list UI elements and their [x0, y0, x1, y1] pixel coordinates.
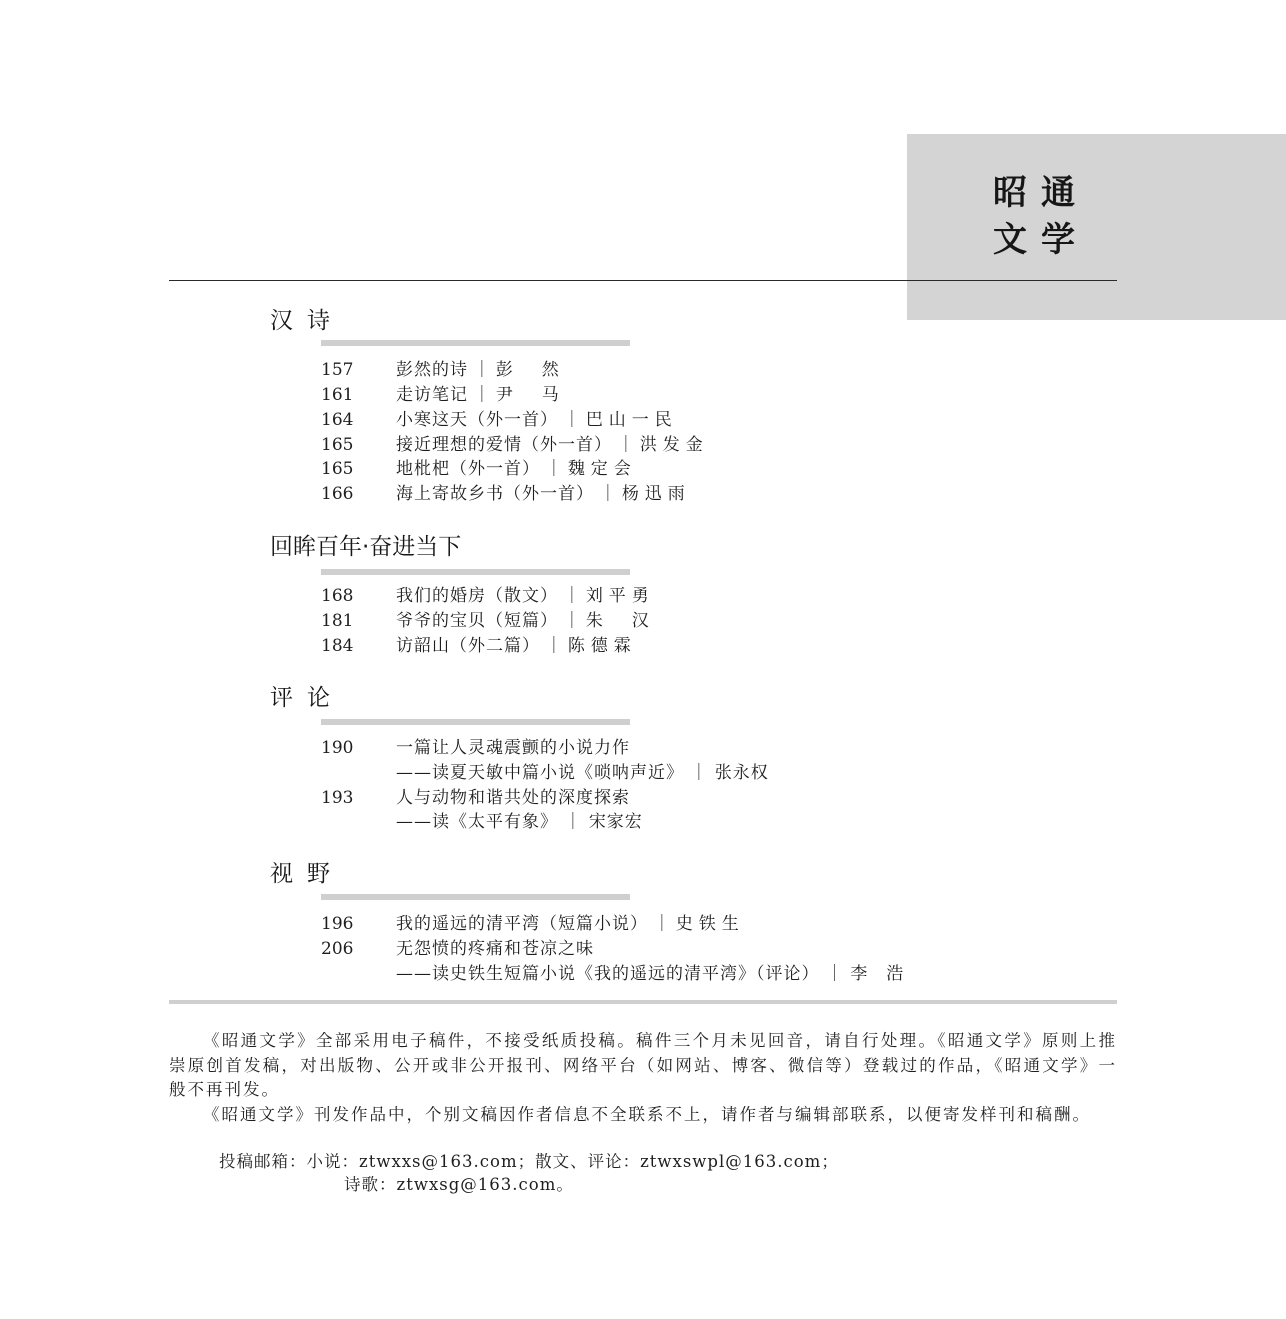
entry-title: 访韶山（外二篇）: [396, 636, 540, 656]
entry-author: 李 浩: [850, 964, 905, 984]
entry-title: 我们的婚房（散文）: [396, 586, 558, 606]
toc-entry[interactable]: [321, 482, 691, 506]
top-divider: [169, 280, 1117, 281]
page-number: 161: [321, 385, 354, 405]
submission-notice: [169, 1029, 1117, 1127]
notice-paragraph-1: 《昭通文学》全部采用电子稿件，不接受纸质投稿。稿件三个月未见回音，请自行处理。《昭通文学》原则上推崇原创首发稿，对出版物、公开或非公开报刊、网络平台（如网站、博客、微信等）登载过的作品，《昭通文学》一般不再刊发。: [169, 1031, 1117, 1099]
entry-title: 地枇杷（外一首）: [396, 459, 540, 479]
entry-title: 爷爷的宝贝（短篇）: [396, 611, 558, 631]
separator: ｜: [563, 586, 581, 606]
separator: ｜: [617, 435, 635, 455]
entry-author: 尹 马: [495, 385, 565, 405]
page-number: 164: [321, 410, 354, 430]
page-number: 157: [321, 360, 354, 380]
entry-author: 史铁生: [675, 914, 745, 934]
separator: ｜: [473, 385, 491, 405]
entry-subtitle: ——读史铁生短篇小说《我的遥远的清平湾》（评论）: [396, 964, 820, 984]
entry-author: 巴山一民: [585, 410, 678, 430]
entry-title: 彭然的诗: [396, 360, 468, 380]
separator: ｜: [563, 410, 581, 430]
entry-author: 彭 然: [495, 360, 565, 380]
page-number: 206: [321, 939, 354, 959]
toc-entry[interactable]: [321, 912, 745, 936]
entry-author: 朱 汉: [585, 611, 655, 631]
entry-author: 杨迅雨: [621, 484, 691, 504]
toc-entry[interactable]: [321, 383, 565, 407]
masthead-box: [907, 134, 1286, 320]
toc-entry[interactable]: [321, 634, 637, 658]
page-number: 196: [321, 914, 354, 934]
entry-author: 魏定会: [567, 459, 637, 479]
entry-title: 走访笔记: [396, 385, 468, 405]
toc-entry[interactable]: [321, 736, 630, 760]
section-underline: [321, 340, 630, 346]
entry-title: 小寒这天（外一首）: [396, 410, 558, 430]
separator: ｜: [564, 812, 583, 832]
entry-title: 一篇让人灵魂震颤的小说力作: [396, 738, 630, 758]
entry-title: 无怨愤的疼痛和苍凉之味: [396, 939, 594, 959]
entry-subtitle-line[interactable]: [396, 962, 904, 986]
toc-entry[interactable]: [321, 408, 678, 432]
entry-author: 陈德霖: [567, 636, 637, 656]
entry-author: 张永权: [714, 763, 769, 783]
email-line-2: 诗歌：ztwxsg@163.com。: [344, 1175, 574, 1194]
page-number: 168: [321, 586, 354, 606]
separator: ｜: [653, 914, 671, 934]
toc-entry[interactable]: [321, 358, 565, 382]
notice-paragraph-2: 《昭通文学》刊发作品中，个别文稿因作者信息不全联系不上，请作者与编辑部联系，以便寄发样刊和稿酬。: [203, 1104, 1091, 1124]
toc-entry[interactable]: [321, 457, 637, 481]
separator: ｜: [690, 763, 709, 783]
section-heading: 视野: [270, 861, 344, 887]
section-underline: [321, 894, 630, 900]
toc-entry[interactable]: [321, 433, 709, 457]
toc-entry[interactable]: [321, 584, 655, 608]
entry-title: 人与动物和谐共处的深度探索: [396, 788, 630, 808]
separator: ｜: [545, 459, 563, 479]
page-number: 193: [321, 788, 354, 808]
page-number: 165: [321, 435, 354, 455]
section-heading: 回眸百年·奋进当下: [270, 534, 462, 560]
entry-subtitle-line[interactable]: [396, 761, 769, 785]
toc-entry[interactable]: [321, 786, 630, 810]
separator: ｜: [545, 636, 563, 656]
page-number: 184: [321, 636, 354, 656]
entry-subtitle: ——读《太平有象》: [396, 812, 558, 832]
separator: ｜: [825, 964, 844, 984]
page-number: 165: [321, 459, 354, 479]
entry-author: 宋家宏: [588, 812, 643, 832]
email-line-1: 投稿邮箱：小说：ztwxxs@163.com；散文、评论：ztwxswpl@163.com；: [219, 1152, 839, 1171]
section-heading: 评论: [270, 685, 344, 711]
masthead-title-line2: 文学: [993, 220, 1089, 260]
entry-title: 我的遥远的清平湾（短篇小说）: [396, 914, 648, 934]
separator: ｜: [473, 360, 491, 380]
masthead-title-line1: 昭通: [993, 173, 1089, 213]
toc-entry[interactable]: [321, 609, 655, 633]
section-heading: 汉诗: [270, 308, 344, 334]
entry-subtitle-line[interactable]: [396, 810, 643, 834]
separator: ｜: [599, 484, 617, 504]
entry-subtitle: ——读夏天敏中篇小说《唢呐声近》: [396, 763, 684, 783]
section-underline: [321, 569, 630, 575]
separator: ｜: [563, 611, 581, 631]
entry-author: 洪发金: [639, 435, 709, 455]
page-number: 181: [321, 611, 354, 631]
entry-author: 刘平勇: [585, 586, 655, 606]
entry-title: 接近理想的爱情（外一首）: [396, 435, 612, 455]
section-underline: [321, 719, 630, 725]
toc-entry[interactable]: [321, 937, 594, 961]
page-number: 166: [321, 484, 354, 504]
bottom-divider: [169, 1000, 1117, 1004]
entry-title: 海上寄故乡书（外一首）: [396, 484, 594, 504]
page-number: 190: [321, 738, 354, 758]
